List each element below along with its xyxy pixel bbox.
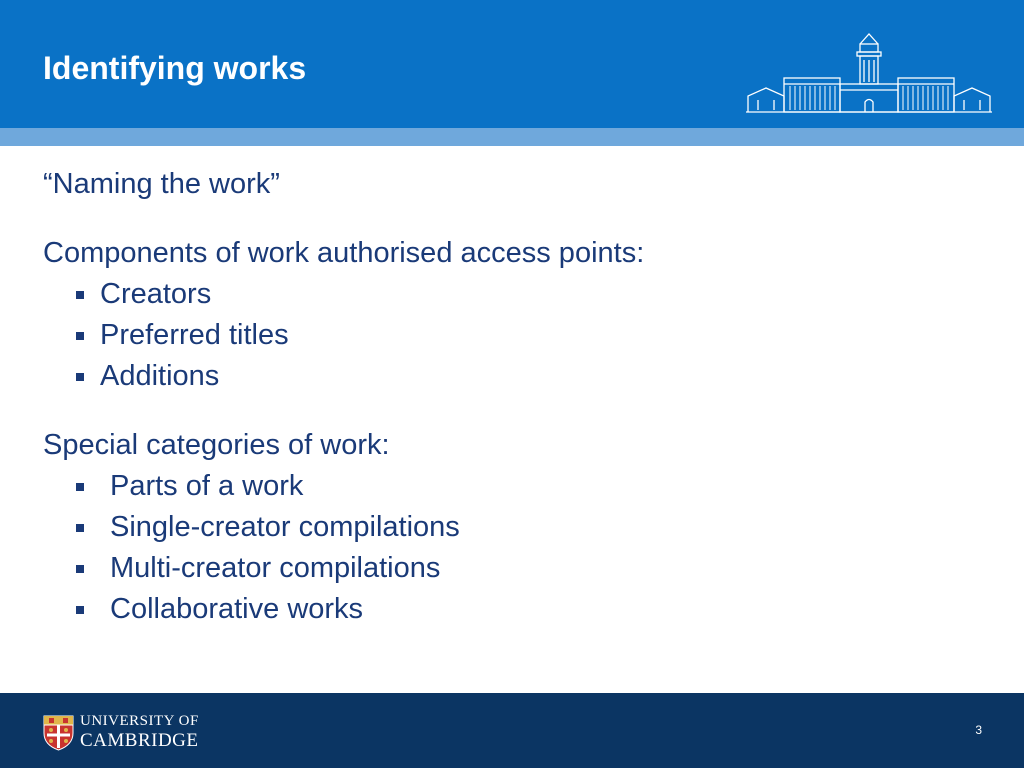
section-heading-components: Components of work authorised access points: [43, 237, 645, 269]
list-item-label: Multi-creator compilations [110, 552, 441, 584]
slide-header [0, 0, 1024, 128]
section-heading-special: Special categories of work: [43, 429, 390, 461]
list-item [43, 356, 983, 397]
square-bullet-icon [76, 332, 84, 340]
university-library-building-icon [744, 26, 994, 116]
page-number: 3 [975, 723, 982, 737]
list-item [43, 274, 983, 315]
square-bullet-icon [76, 291, 84, 299]
slide-footer [0, 693, 1024, 768]
list-item [43, 548, 983, 589]
list-item-label: Additions [100, 360, 220, 392]
logo-text-line2: CAMBRIDGE [80, 730, 199, 751]
intro-text: “Naming the work” [43, 168, 280, 200]
special-categories-list [43, 466, 983, 630]
square-bullet-icon [76, 373, 84, 381]
logo-text-line1: UNIVERSITY OF [80, 713, 199, 729]
slide-body [43, 164, 983, 630]
cambridge-crest-icon [43, 715, 74, 751]
square-bullet-icon [76, 565, 84, 573]
list-item-label: Preferred titles [100, 319, 289, 351]
square-bullet-icon [76, 483, 84, 491]
list-item-label: Creators [100, 278, 212, 310]
list-item [43, 507, 983, 548]
list-item [43, 466, 983, 507]
slide-title: Identifying works [43, 50, 307, 86]
list-item [43, 315, 983, 356]
list-item-label: Collaborative works [110, 593, 364, 625]
list-item-label: Parts of a work [110, 470, 304, 502]
square-bullet-icon [76, 524, 84, 532]
header-stripe [0, 128, 1024, 146]
list-item [43, 589, 983, 630]
list-item-label: Single-creator compilations [110, 511, 460, 543]
square-bullet-icon [76, 606, 84, 614]
components-list [43, 274, 983, 397]
